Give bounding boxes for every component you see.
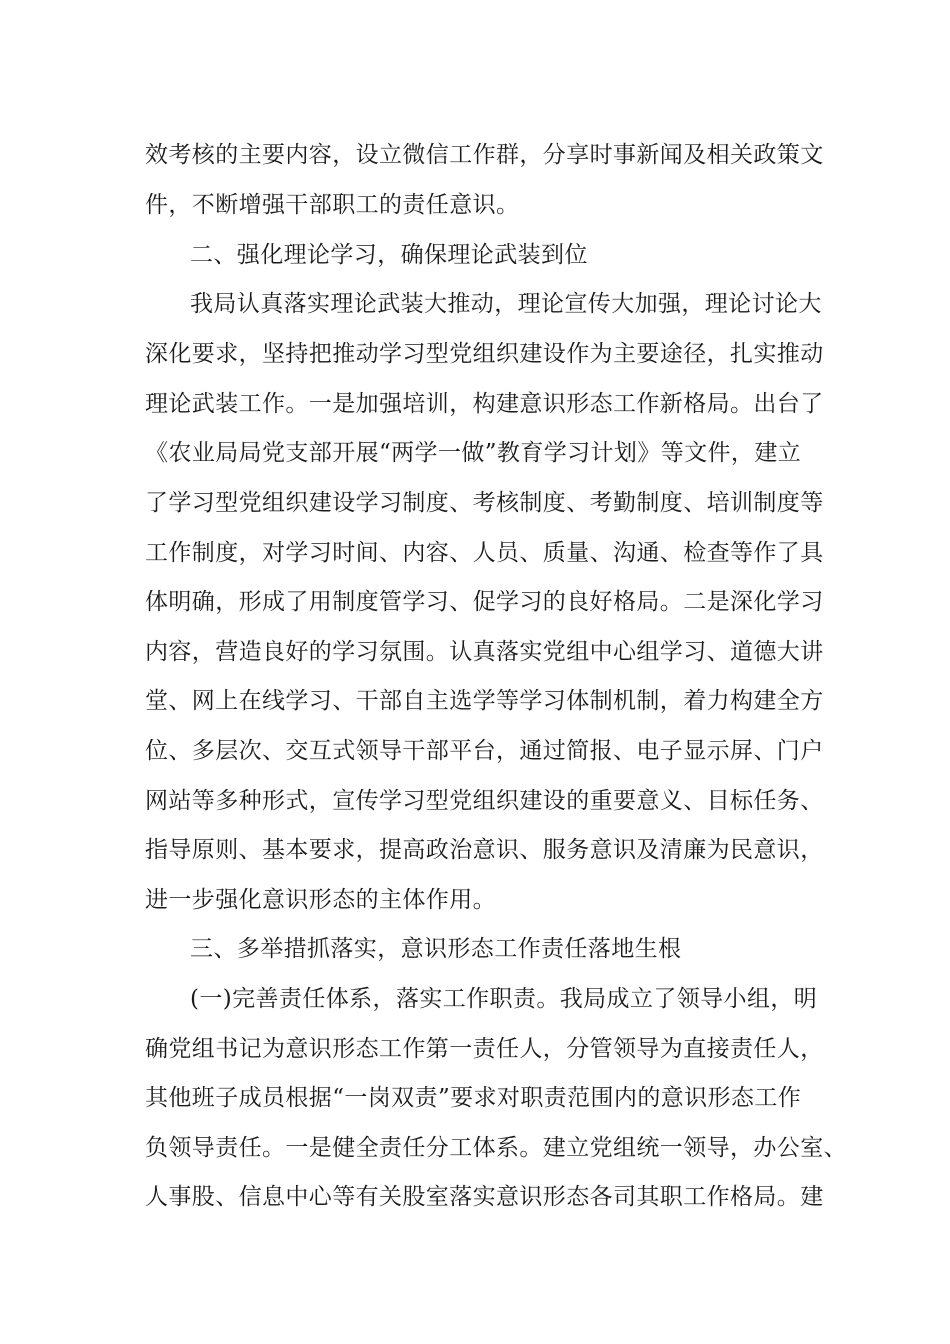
text-line-11: 内容，营造良好的学习氛围。认真落实党组中心组学习、道德大讲 (145, 639, 824, 665)
text-line-10: 体明确，形成了用制度管学习、促学习的良好格局。二是深化学习 (145, 589, 824, 615)
text-line-7: 《农业局局党支部开展“两学一做”教育学习计划》等文件，建立 (145, 440, 802, 466)
text-line-18: (一)完善责任体系，落实工作职责。我局成立了领导小组，明 (190, 986, 818, 1012)
text-line-13: 位、多层次、交互式领导干部平台，通过简报、电子显示屏、门户 (145, 738, 824, 764)
text-line-12: 堂、网上在线学习、干部自主选学等学习体制机制，着力构建全方 (145, 688, 824, 714)
section-heading-2: 二、强化理论学习，确保理论武装到位 (190, 242, 588, 268)
text-line-22: 人事股、信息中心等有关股室落实意识形态各司其职工作格局。建 (145, 1184, 824, 1210)
text-line-19: 确党组书记为意识形态工作第一责任人，分管领导为直接责任人， (145, 1036, 824, 1062)
text-line-16: 进一步强化意识形态的主体作用。 (145, 887, 496, 913)
text-line-2: 件，不断增强干部职工的责任意识。 (145, 192, 520, 218)
text-line-20: 其他班子成员根据“一岗双责”要求对职责范围内的意识形态工作 (145, 1085, 802, 1111)
section-heading-3: 三、多举措抓落实，意识形态工作责任落地生根 (190, 936, 682, 962)
text-line-5: 深化要求，坚持把推动学习型党组织建设作为主要途径，扎实推动 (145, 341, 824, 367)
text-line-4: 我局认真落实理论武装大推动，理论宣传大加强，理论讨论大 (190, 291, 822, 317)
text-line-8: 了学习型党组织建设学习制度、考核制度、考勤制度、培训制度等 (145, 490, 824, 516)
text-line-14: 网站等多种形式，宣传学习型党组织建设的重要意义、目标任务、 (145, 788, 824, 814)
text-line-15: 指导原则、基本要求，提高政治意识、服务意识及清廉为民意识， (145, 837, 824, 863)
text-line-1: 效考核的主要内容，设立微信工作群，分享时事新闻及相关政策文 (145, 142, 824, 168)
text-line-9: 工作制度，对学习时间、内容、人员、质量、沟通、检查等作了具 (145, 540, 824, 566)
text-line-21: 负领导责任。一是健全责任分工体系。建立党组统一领导，办公室、 (145, 1135, 847, 1161)
text-line-6: 理论武装工作。一是加强培训，构建意识形态工作新格局。出台了 (145, 391, 824, 417)
